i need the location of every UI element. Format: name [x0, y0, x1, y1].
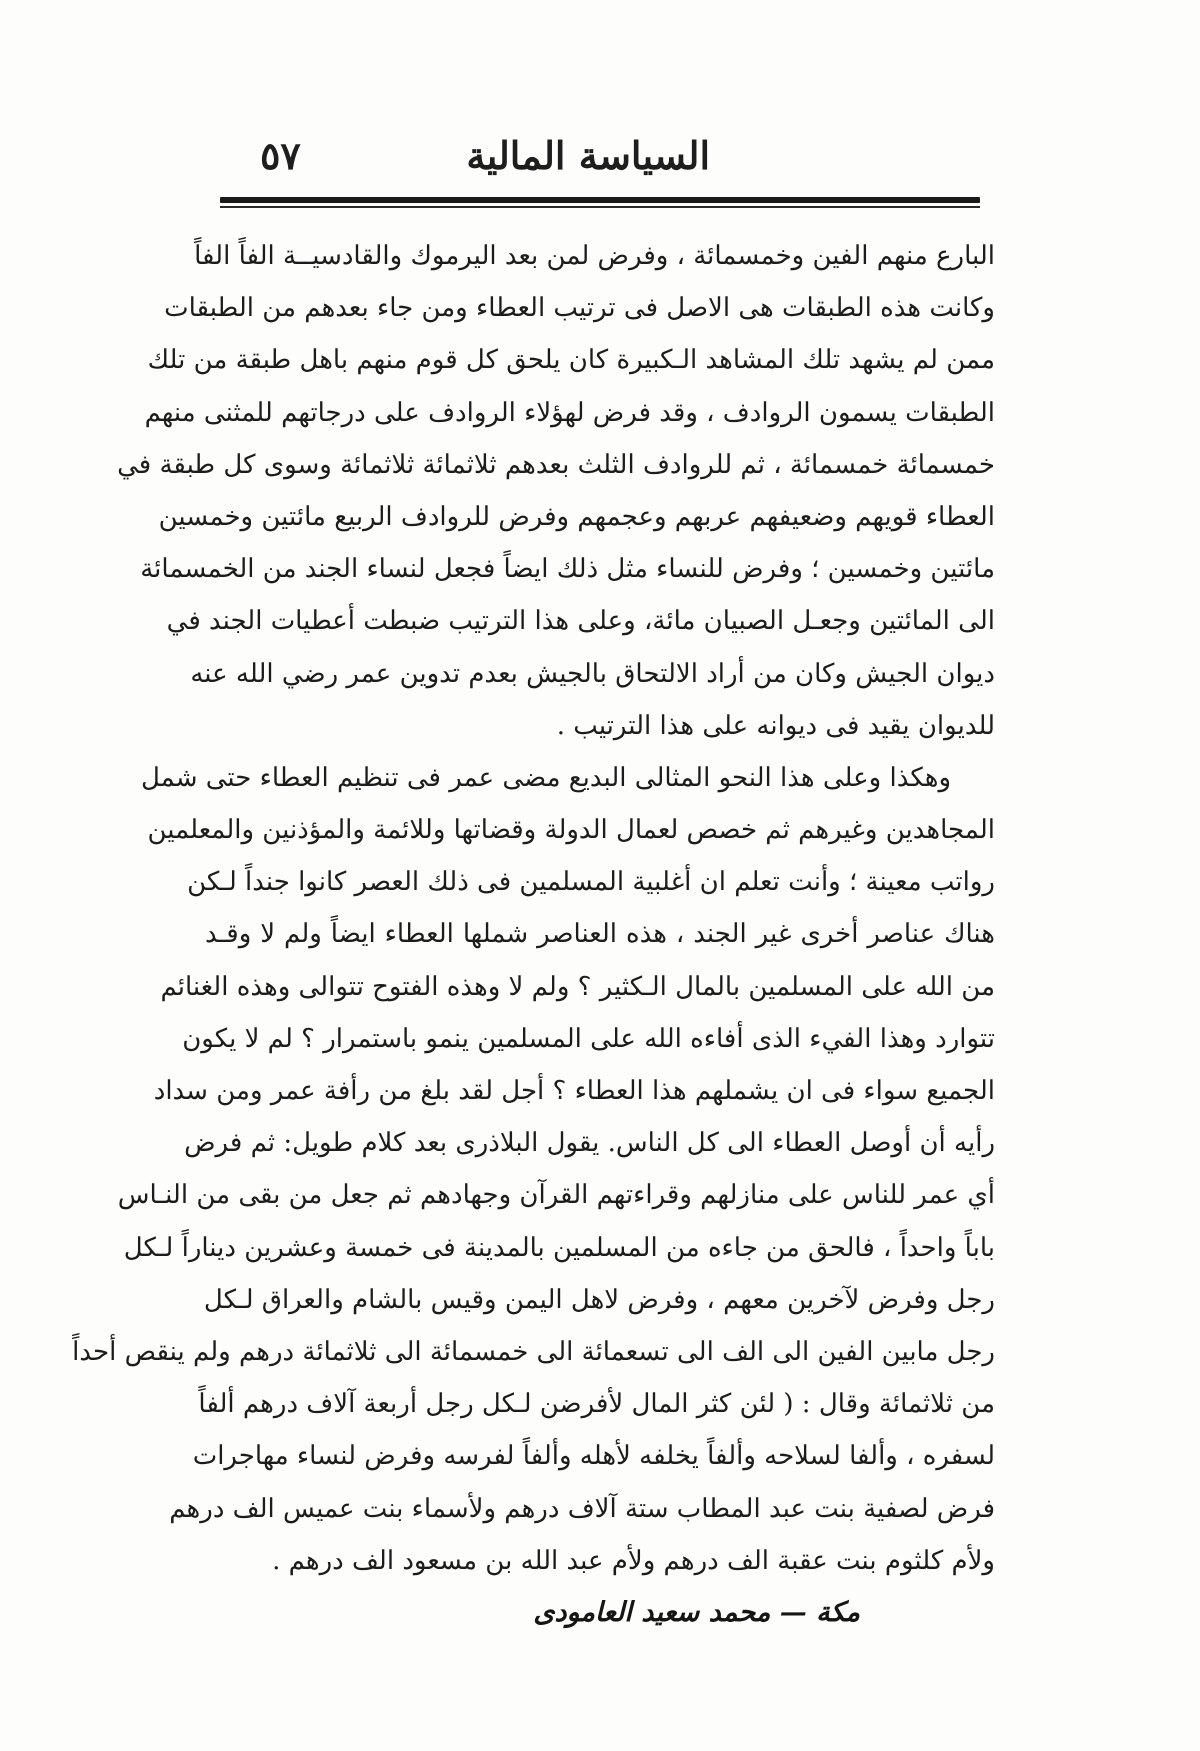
text-line: البارع منهم الفين وخمسمائة ، وفرض لمن بعد اليرموك والقادسيــة الفاً الفاً [194, 241, 995, 271]
text-line: خمسمائة خمسمائة ، ثم للروادف الثلث بعدهم ثلاثمائة ثلاثمائة وسوى كل طبقة في [117, 449, 995, 480]
text-line: رجل مابين الفين الى الف الى تسعمائة الى خمسمائة الى ثلاثمائة درهم ولم ينقص أحداً [72, 1336, 995, 1367]
text-line: من الله على المسلمين بالمال الـكثير ؟ ولم لا وهذه الفتوح تتوالى وهذه الغنائم [160, 971, 995, 1002]
paragraph-end-line: للديوان يقيد فى ديوانه على هذا الترتيب . [556, 710, 995, 741]
text-line: وكانت هذه الطبقات هى الاصل فى ترتيب العطاء ومن جاء بعدهم من الطبقات [164, 293, 995, 324]
text-line: الى المائتين وجعـل الصبيان مائة، وعلى هذا الترتيب ضبطت أعطيات الجند في [166, 606, 995, 637]
author-signature: مكة — محمد سعيد العامودى [533, 1597, 860, 1628]
text-line: رجل وفرض لآخرين معهم ، وفرض لاهل اليمن وقيس بالشام والعراق لـكل [203, 1284, 995, 1315]
paragraph-start-line: وهكذا وعلى هذا النحو المثالى البديع مضى عمر فى تنظيم العطاء حتى شمل [140, 762, 951, 793]
text-line: لسفره ، وألفا لسلاحه وألفاً يخلفه لأهله وألفاً لفرسه وفرض لنساء مهاجرات [192, 1441, 995, 1472]
text-line: فرض لصفية بنت عبد المطاب ستة آلاف درهم ولأسماء بنت عميس الف درهم [169, 1493, 995, 1524]
header-rule-thick [220, 197, 980, 203]
text-line: باباً واحداً ، فالحق من جاءه من المسلمين بالمدينة فى خمسة وعشرين ديناراً لـكل [123, 1232, 995, 1263]
text-line: ممن لم يشهد تلك المشاهد الـكبيرة كان يلحق كل قوم منهم باهل طبقة من تلك [147, 345, 995, 376]
text-line: أي عمر للناس على منازلهم وقراءتهم القرآن وجهادهم ثم جعل من بقى من النـاس [117, 1180, 995, 1211]
text-line: رأيه أن أوصل العطاء الى كل الناس. يقول البلاذرى بعد كلام طويل: ثم فرض [184, 1128, 995, 1159]
text-line: ديوان الجيش وكان من أراد الالتحاق بالجيش بعدم تدوين عمر رضي الله عنه [190, 658, 995, 689]
text-line: رواتب معينة ؛ وأنت تعلم ان أغلبية المسلمين فى ذلك العصر كانوا جنداً لـكن [187, 867, 995, 898]
paragraph-end-line: ولأم كلثوم بنت عقبة الف درهم ولأم عبد الله بن مسعود الف درهم . [272, 1545, 995, 1576]
page-number: ٥٧ [260, 133, 301, 178]
text-line: الطبقات يسمون الروادف ، وقد فرض لهؤلاء الروادف على درجاتهم للمثنى منهم [144, 397, 995, 428]
text-line: المجاهدين وغيرهم ثم خصص لعمال الدولة وقضاتها وللائمة والمؤذنين والمعلمين [147, 815, 995, 846]
text-line: تتوارد وهذا الفيء الذى أفاءه الله على المسلمين ينمو باستمرار ؟ لم لا يكون [182, 1023, 995, 1054]
text-line: الجميع سواء فى ان يشملهم هذا العطاء ؟ أجل لقد بلغ من رأفة عمر ومن سداد [153, 1076, 995, 1106]
text-line: هناك عناصر أخرى غير الجند ، هذه العناصر شملها العطاء ايضاً ولم لا وقـد [205, 919, 995, 950]
text-line: العطاء قويهم وضعيفهم عربهم وعجمهم وفرض للروادف الربيع مائتين وخمسين [158, 501, 995, 532]
page-header [220, 128, 980, 188]
text-line: مائتين وخمسين ؛ وفرض للنساء مثل ذلك ايضاً فجعل لنساء الجند من الخمسمائة [140, 554, 995, 585]
page-title: السياسة المالية [466, 133, 710, 178]
text-line: من ثلاثمائة وقال : ( لئن كثر المال لأفرضن لـكل رجل أربعة آلاف درهم ألفاً [198, 1389, 995, 1420]
header-rule-thin [220, 206, 980, 208]
body-text [72, 230, 995, 1587]
